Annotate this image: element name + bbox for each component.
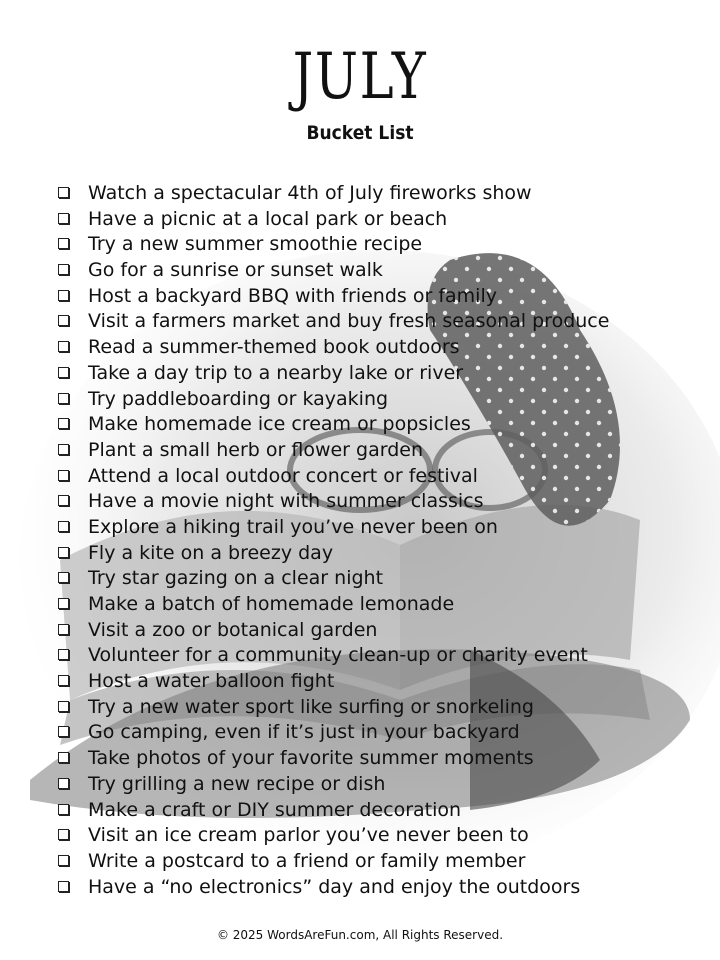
checkbox-icon[interactable] — [58, 315, 69, 326]
list-item-label: Watch a spectacular 4th of July fireworks show — [88, 182, 532, 204]
list-item-label: Take photos of your favorite summer moments — [88, 747, 534, 770]
list-item[interactable] — [58, 309, 609, 335]
list-item[interactable] — [58, 387, 609, 413]
checkbox-icon[interactable] — [58, 547, 69, 558]
list-item-label: Try a new summer smoothie recipe — [88, 233, 423, 256]
list-item[interactable] — [58, 772, 609, 798]
list-item[interactable] — [58, 643, 609, 669]
checkbox-icon[interactable] — [58, 393, 69, 404]
list-item-label: Visit a zoo or botanical garden — [88, 618, 378, 641]
checkbox-icon[interactable] — [58, 264, 69, 275]
list-item-label: Go for a sunrise or sunset walk — [88, 259, 383, 282]
checkbox-icon[interactable] — [58, 572, 69, 583]
page-subtitle: Bucket List — [306, 122, 414, 144]
checkbox-icon[interactable] — [58, 624, 69, 635]
checkbox-icon[interactable] — [58, 675, 69, 686]
list-item-label: Host a backyard BBQ with friends or family — [88, 284, 497, 307]
list-item-label: Go camping, even if it’s just in your backyard — [88, 721, 520, 744]
list-item[interactable] — [58, 541, 609, 567]
checkbox-icon[interactable] — [58, 341, 69, 352]
list-item[interactable] — [58, 592, 609, 618]
checkbox-icon[interactable] — [58, 829, 69, 840]
checkbox-icon[interactable] — [58, 470, 69, 481]
list-item[interactable] — [58, 798, 609, 824]
checkbox-icon[interactable] — [58, 752, 69, 763]
list-item[interactable] — [58, 361, 609, 387]
list-item-label: Try paddleboarding or kayaking — [88, 387, 389, 410]
list-item[interactable] — [58, 669, 609, 695]
list-item-label: Visit a farmers market and buy fresh seasonal produce — [88, 310, 610, 333]
list-item-label: Try a new water sport like surfing or snorkeling — [88, 695, 534, 718]
list-item[interactable] — [58, 875, 609, 901]
list-item-label: Write a postcard to a friend or family member — [88, 849, 526, 872]
checkbox-icon[interactable] — [58, 649, 69, 660]
copyright-footer: © 2025 WordsAreFun.com, All Rights Reserved. — [216, 928, 504, 942]
list-item-label: Have a picnic at a local park or beach — [88, 207, 448, 230]
checkbox-icon[interactable] — [58, 598, 69, 609]
checkbox-icon[interactable] — [58, 213, 69, 224]
checkbox-icon[interactable] — [58, 187, 69, 198]
list-item[interactable] — [58, 181, 609, 207]
list-item[interactable] — [58, 489, 609, 515]
list-item[interactable] — [58, 695, 609, 721]
list-item-label: Make a batch of homemade lemonade — [88, 593, 455, 615]
checkbox-icon[interactable] — [58, 238, 69, 249]
checkbox-icon[interactable] — [58, 726, 69, 737]
list-item[interactable] — [58, 464, 609, 490]
checkbox-icon[interactable] — [58, 367, 69, 378]
list-item-label: Volunteer for a community clean-up or charity event — [88, 644, 588, 667]
list-item[interactable] — [58, 746, 609, 772]
bucket-list — [58, 181, 609, 900]
checkbox-icon[interactable] — [58, 701, 69, 712]
list-item-label: Make homemade ice cream or popsicles — [88, 413, 471, 436]
list-item-label: Attend a local outdoor concert or festival — [88, 464, 478, 487]
list-item[interactable] — [58, 335, 609, 361]
checkbox-icon[interactable] — [58, 881, 69, 892]
checkbox-icon[interactable] — [58, 521, 69, 532]
list-item[interactable] — [58, 258, 609, 284]
list-item[interactable] — [58, 438, 609, 464]
list-item-label: Have a movie night with summer classics — [88, 490, 484, 513]
page-title: JULY — [292, 40, 428, 114]
list-item-label: Take a day trip to a nearby lake or river — [88, 361, 464, 384]
list-item-label: Host a water balloon fight — [88, 670, 335, 693]
list-item-label: Visit an ice cream parlor you’ve never been to — [88, 824, 529, 847]
checkbox-icon[interactable] — [58, 778, 69, 789]
list-item-label: Make a craft or DIY summer decoration — [88, 798, 462, 821]
list-item[interactable] — [58, 412, 609, 438]
list-item[interactable] — [58, 618, 609, 644]
list-item[interactable] — [58, 232, 609, 258]
list-item-label: Try star gazing on a clear night — [88, 567, 384, 590]
list-item-label: Read a summer-themed book outdoors — [88, 336, 460, 359]
list-item-label: Plant a small herb or flower garden — [88, 438, 424, 461]
checkbox-icon[interactable] — [58, 495, 69, 506]
list-item-label: Fly a kite on a breezy day — [88, 541, 334, 564]
checkbox-icon[interactable] — [58, 855, 69, 866]
list-item[interactable] — [58, 566, 609, 592]
list-item[interactable] — [58, 207, 609, 233]
list-item[interactable] — [58, 515, 609, 541]
checkbox-icon[interactable] — [58, 444, 69, 455]
list-item-label: Have a “no electronics” day and enjoy the outdoors — [88, 875, 581, 898]
list-item[interactable] — [58, 284, 609, 310]
checkbox-icon[interactable] — [58, 290, 69, 301]
list-item[interactable] — [58, 823, 609, 849]
checkbox-icon[interactable] — [58, 804, 69, 815]
checkbox-icon[interactable] — [58, 418, 69, 429]
list-item-label: Explore a hiking trail you’ve never been on — [88, 515, 498, 538]
list-item[interactable] — [58, 849, 609, 875]
list-item[interactable] — [58, 720, 609, 746]
list-item-label: Try grilling a new recipe or dish — [88, 772, 386, 795]
